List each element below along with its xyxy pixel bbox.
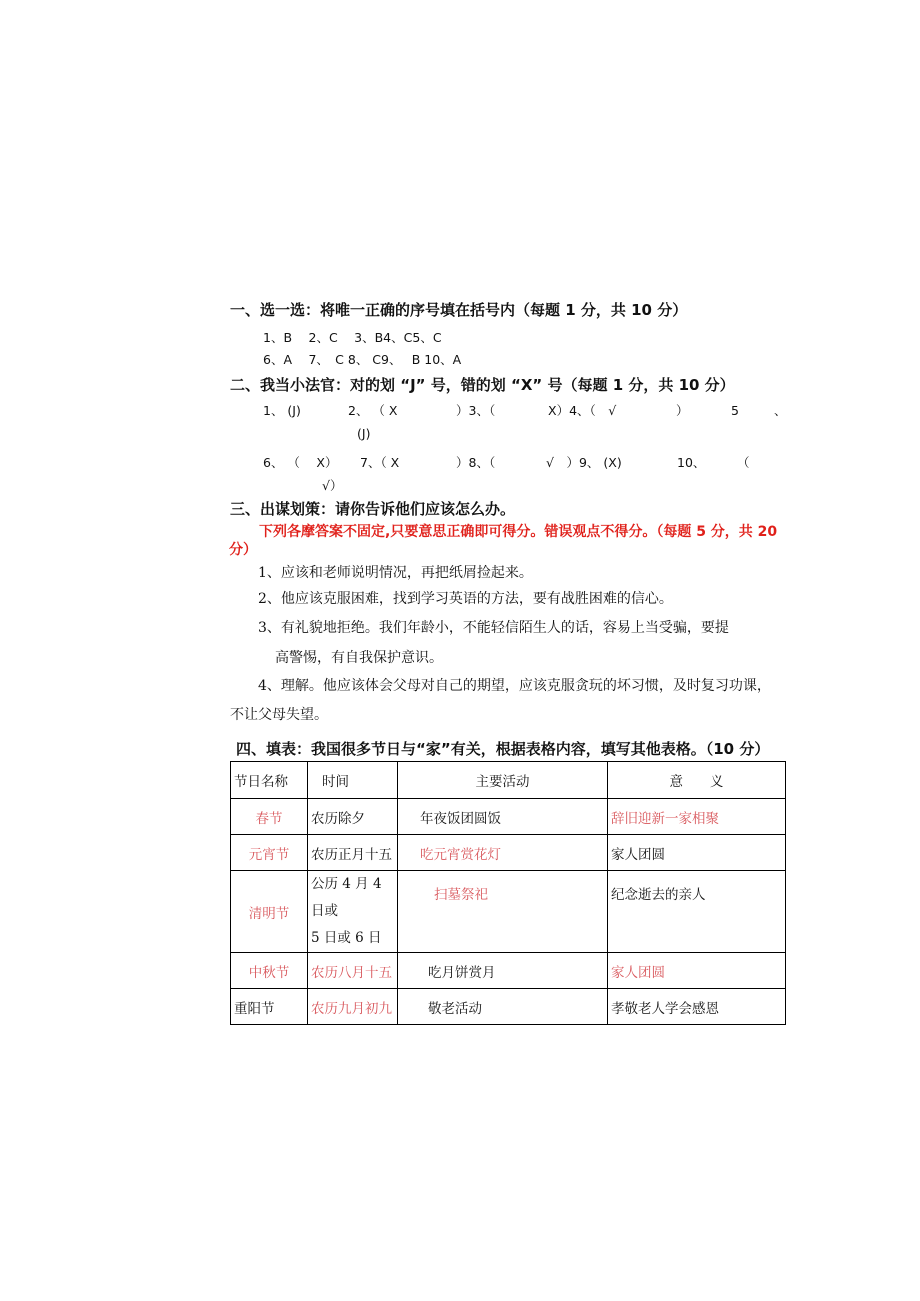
festival-time-line-2: 5 日或 6 日 bbox=[311, 930, 382, 946]
judge-answer-6: 6、 （ X） bbox=[263, 455, 338, 470]
festival-meaning-cell: 纪念逝去的亲人 bbox=[608, 871, 786, 953]
header-festival-name: 节日名称 bbox=[231, 762, 308, 799]
festival-time-cell: 农历九月初九 bbox=[308, 989, 398, 1025]
advice-answer-1: 1、应该和老师说明情况，再把纸屑捡起来。 bbox=[258, 565, 533, 581]
festival-name-cell: 重阳节 bbox=[231, 989, 308, 1025]
section-4-title: 四、填表：我国很多节日与“家”有关，根据表格内容，填写其他表格。（10 分） bbox=[236, 740, 770, 758]
festival-meaning-cell: 孝敬老人学会感恩 bbox=[608, 989, 786, 1025]
festival-time-cell: 农历除夕 bbox=[308, 799, 398, 835]
festival-meaning-cell: 家人团圆 bbox=[608, 953, 786, 989]
judge-answer-3: ）3、（ bbox=[456, 403, 496, 418]
festival-time-cell: 农历正月十五 bbox=[308, 835, 398, 871]
festival-name-cell: 清明节 bbox=[231, 871, 308, 953]
judge-answer-1: 1、 (J) bbox=[263, 403, 301, 418]
judge-answer-5-number: 5 bbox=[731, 403, 739, 418]
judge-answer-4-close: ） bbox=[676, 403, 689, 418]
festival-activity-cell: 扫墓祭祀 bbox=[398, 871, 608, 953]
festival-time-cell bbox=[308, 871, 398, 953]
section-3-scoring-note: 下列各摩答案不固定,只要意思正确即可得分。错误观点不得分。（每题 5 分，共 20 bbox=[259, 524, 778, 540]
header-time: 时间 bbox=[308, 762, 398, 799]
table-header-row bbox=[231, 762, 786, 799]
advice-answer-4-cont: 不让父母失望。 bbox=[230, 707, 328, 723]
section-3-scoring-note-cont: 分） bbox=[229, 542, 257, 558]
judge-answer-5: (J) bbox=[357, 426, 371, 441]
festival-meaning-cell: 辞旧迎新一家相聚 bbox=[608, 799, 786, 835]
advice-answer-2: 2、他应该克服困难，找到学习英语的方法，要有战胜困难的信心。 bbox=[258, 591, 673, 607]
judge-answer-8-9: √ ）9、 (X) bbox=[546, 455, 622, 470]
festival-activity-cell: 吃元宵赏花灯 bbox=[398, 835, 608, 871]
table-row bbox=[231, 871, 786, 953]
section-1-answers-line-2: 6、A 7、 C 8、 C9、 B 10、A bbox=[263, 352, 462, 367]
judge-answer-5-separator: 、 bbox=[774, 403, 787, 418]
festival-table bbox=[230, 761, 786, 1025]
festival-name-cell: 中秋节 bbox=[231, 953, 308, 989]
festival-meaning-cell: 家人团圆 bbox=[608, 835, 786, 871]
judge-answer-7: 7、（ X bbox=[360, 455, 400, 470]
judge-answer-2: 2、 （ X bbox=[348, 403, 398, 418]
advice-answer-4: 4、理解。他应该体会父母对自己的期望，应该克服贪玩的坏习惯，及时复习功课， bbox=[258, 678, 771, 694]
table-row bbox=[231, 989, 786, 1025]
festival-time-line-1: 公历 4 月 4 日或 bbox=[311, 876, 382, 919]
section-3-title: 三、出谋划策：请你告诉他们应该怎么办。 bbox=[230, 500, 516, 518]
section-2-title: 二、我当小法官：对的划 “J” 号，错的划 “X” 号（每题 1 分，共 10 分） bbox=[230, 376, 735, 394]
judge-answer-10: 10、 bbox=[677, 455, 706, 470]
festival-name-cell: 元宵节 bbox=[231, 835, 308, 871]
judge-answer-10-mark: √） bbox=[322, 478, 343, 493]
advice-answer-3: 3、有礼貌地拒绝。我们年龄小，不能轻信陌生人的话，容易上当受骗，要提 bbox=[258, 620, 729, 636]
table-row bbox=[231, 835, 786, 871]
section-1-title: 一、选一选：将唯一正确的序号填在括号内（每题 1 分，共 10 分） bbox=[230, 301, 688, 319]
section-1-answers-line-1: 1、B 2、C 3、B4、C5、C bbox=[263, 330, 442, 345]
festival-time-cell: 农历八月十五 bbox=[308, 953, 398, 989]
table-row bbox=[231, 799, 786, 835]
judge-answer-10-open: （ bbox=[737, 455, 750, 470]
judge-answer-4: X）4、（ √ bbox=[548, 403, 617, 418]
festival-activity-cell: 吃月饼赏月 bbox=[398, 953, 608, 989]
advice-answer-3-cont: 高警惕，有自我保护意识。 bbox=[275, 650, 443, 666]
table-row bbox=[231, 953, 786, 989]
header-meaning: 意 义 bbox=[608, 762, 786, 799]
judge-answer-8: ）8、（ bbox=[456, 455, 496, 470]
festival-activity-cell: 敬老活动 bbox=[398, 989, 608, 1025]
header-main-activity: 主要活动 bbox=[398, 762, 608, 799]
festival-name-cell: 春节 bbox=[231, 799, 308, 835]
festival-activity-cell: 年夜饭团圆饭 bbox=[398, 799, 608, 835]
